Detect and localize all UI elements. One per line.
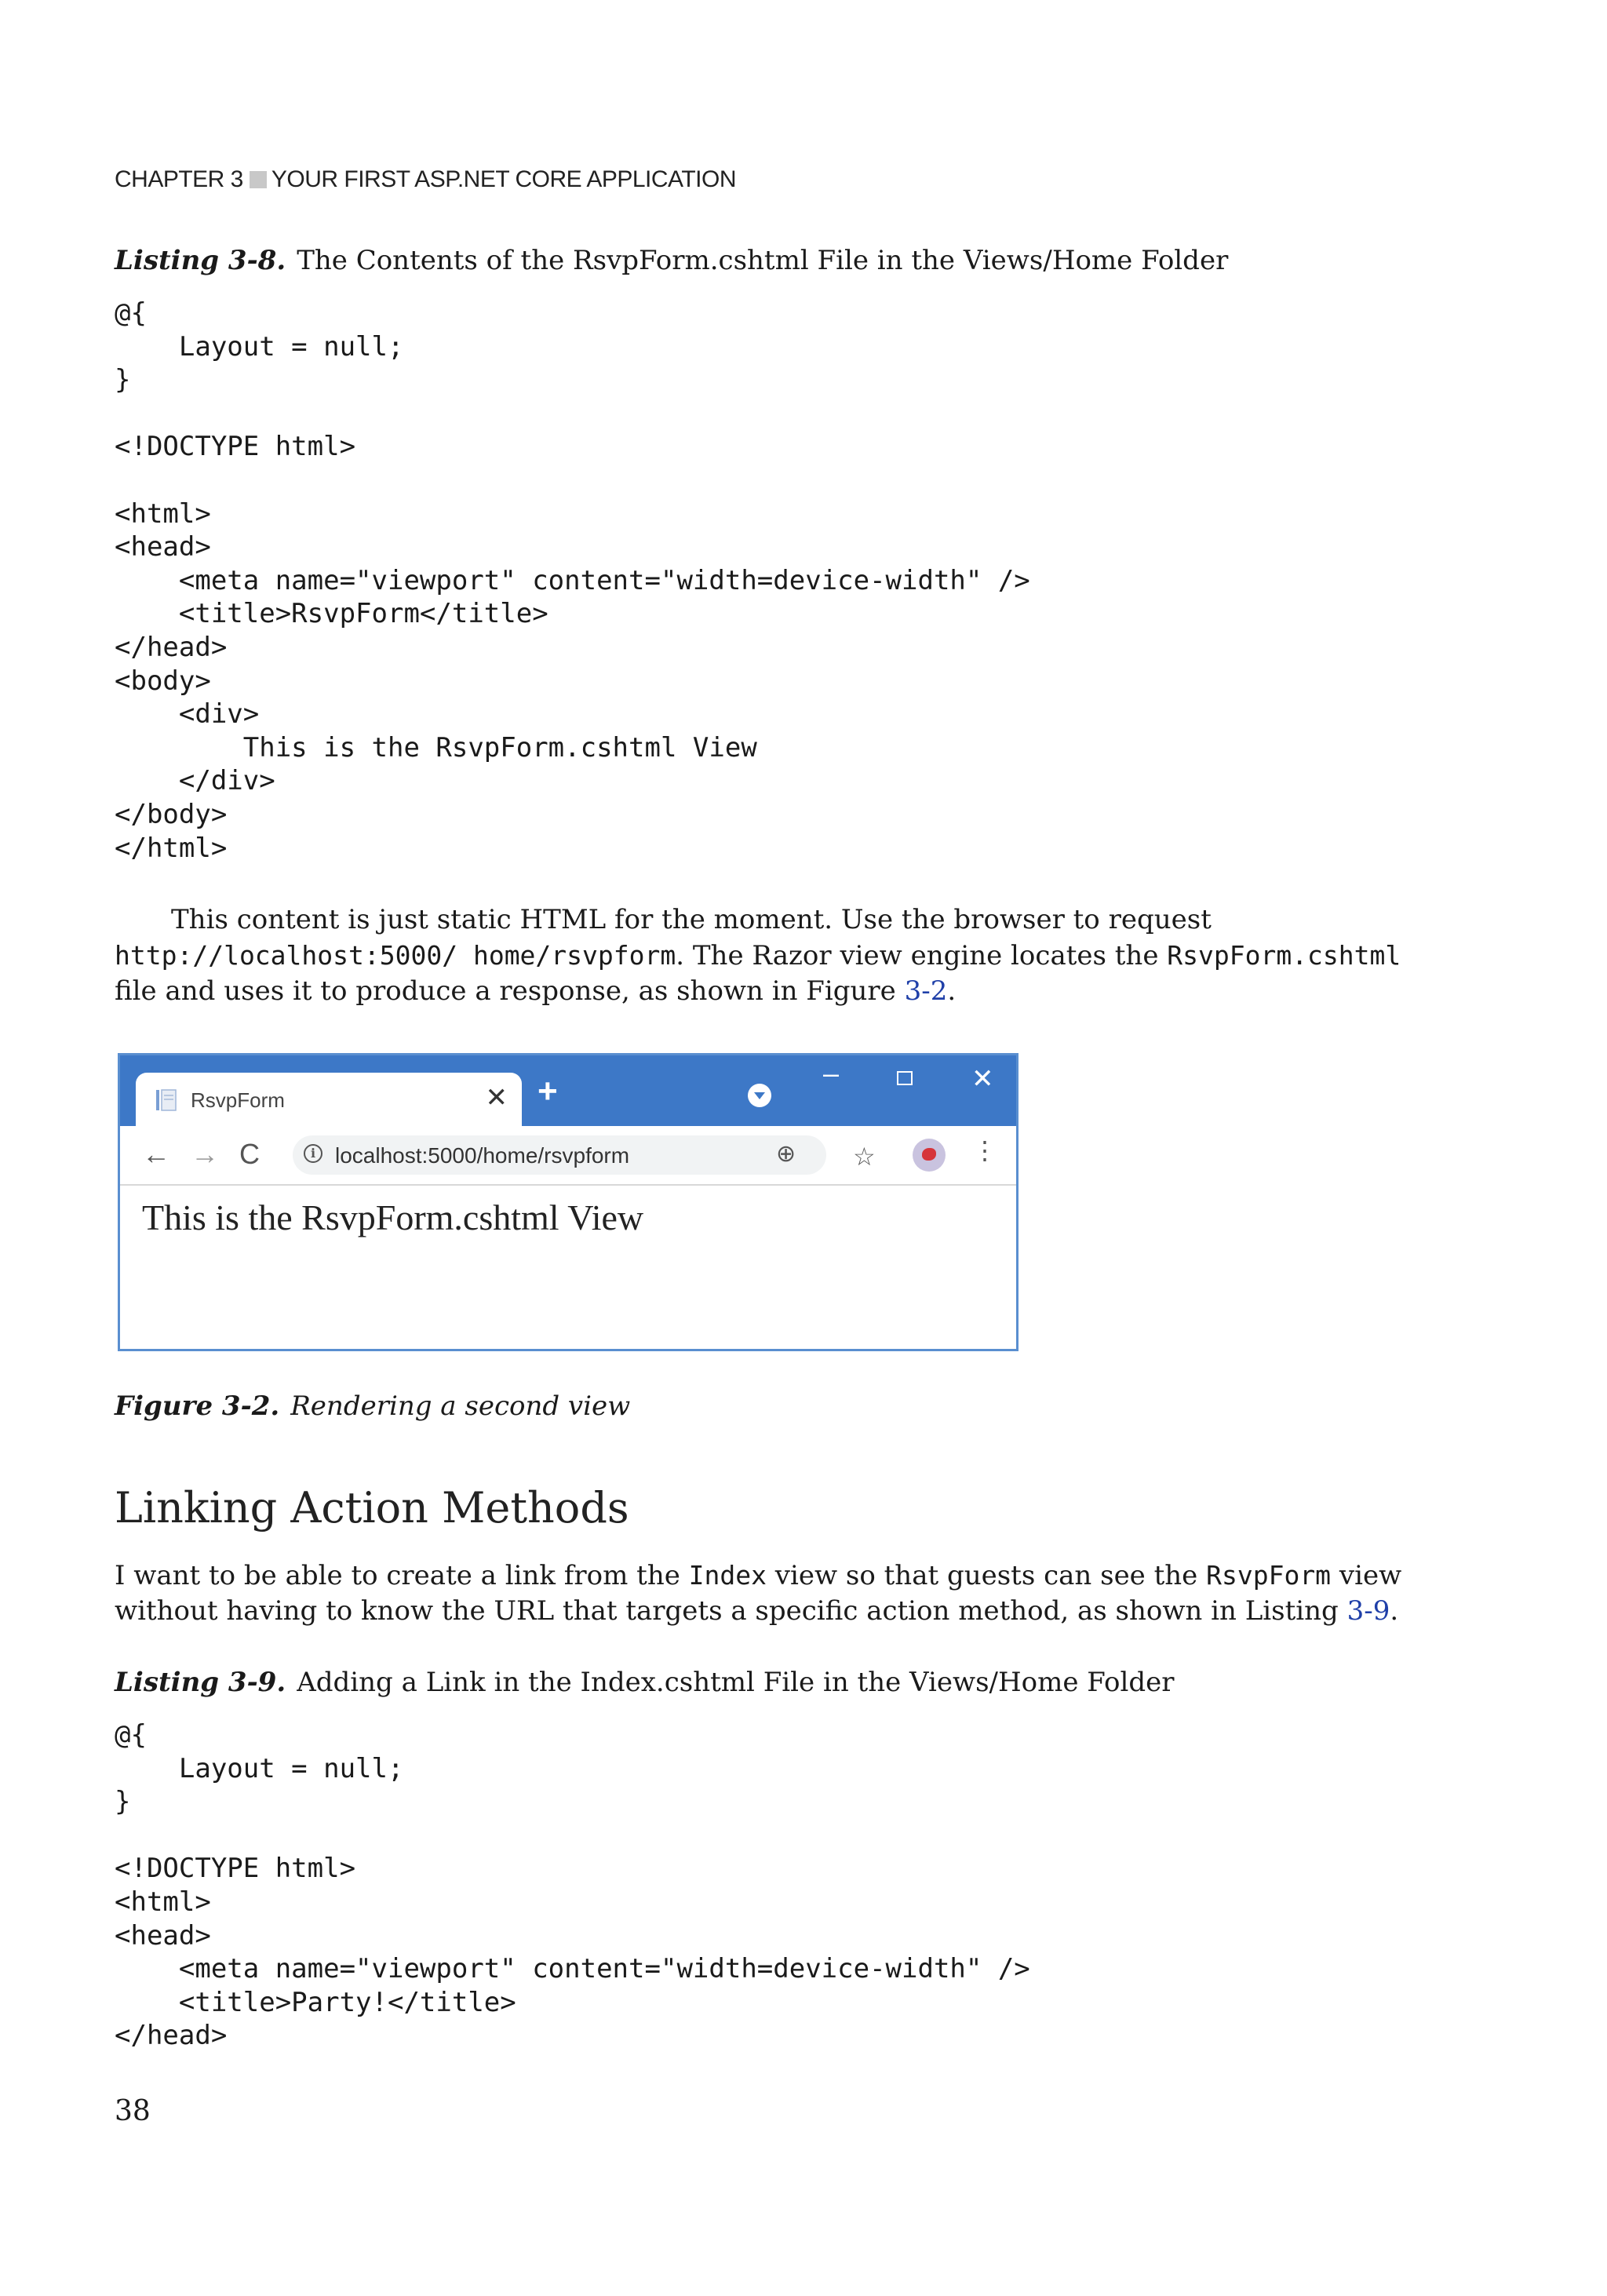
listing-label: Listing 3-8. bbox=[115, 245, 286, 276]
minimize-icon[interactable]: – bbox=[823, 1057, 840, 1089]
figure-3-2-caption bbox=[115, 1390, 630, 1422]
running-header bbox=[115, 166, 736, 193]
listing-3-9-caption bbox=[115, 1667, 1175, 1698]
chapter-label: CHAPTER 3 bbox=[115, 166, 243, 192]
url-text[interactable]: localhost:5000/home/rsvpform bbox=[335, 1143, 630, 1168]
forward-arrow-icon[interactable]: → bbox=[191, 1138, 219, 1170]
browser-tab-bar bbox=[120, 1055, 1016, 1126]
body-paragraph-1 bbox=[115, 902, 1448, 1009]
browser-tab[interactable] bbox=[136, 1073, 522, 1126]
listing-3-8-caption bbox=[115, 245, 1228, 276]
listing-3-8-code: @{ Layout = null; } <!DOCTYPE html> <html> <head> <meta name="viewport" content="width=device-width" /> <title>RsvpForm</title> </head> <body> <div> This is the RsvpForm.cshtml View </div> </body> </html> bbox=[115, 297, 1030, 864]
tab-close-icon[interactable]: ✕ bbox=[485, 1083, 508, 1113]
paragraph-text: view so that guests can see the bbox=[767, 1560, 1207, 1591]
new-tab-icon[interactable]: + bbox=[537, 1072, 558, 1110]
listing-caption-text: Adding a Link in the Index.cshtml File in the Views/Home Folder bbox=[297, 1667, 1175, 1698]
tab-search-dropdown-icon[interactable] bbox=[748, 1084, 771, 1107]
browser-menu-icon[interactable]: ⋮ bbox=[972, 1136, 997, 1164]
reload-icon[interactable]: C bbox=[239, 1138, 260, 1170]
page-number: 38 bbox=[115, 2095, 151, 2127]
rendered-page-content: This is the RsvpForm.cshtml View bbox=[142, 1197, 644, 1237]
paragraph-text: This content is just static HTML for the moment. Use the browser to request bbox=[171, 904, 1212, 935]
address-bar[interactable] bbox=[293, 1135, 876, 1175]
back-arrow-icon[interactable]: ← bbox=[142, 1138, 170, 1170]
figure-label: Figure 3-2. bbox=[115, 1390, 280, 1422]
listing-3-9-code: @{ Layout = null; } <!DOCTYPE html> <html> <head> <meta name="viewport" content="width=device-width" /> <title>Party!</title> </head> bbox=[115, 1719, 1030, 2052]
browser-screenshot-figure bbox=[118, 1053, 1018, 1351]
body-paragraph-2 bbox=[115, 1558, 1448, 1629]
inline-code-filename: RsvpForm.cshtml bbox=[1167, 940, 1401, 971]
zoom-icon[interactable]: ⊕ bbox=[776, 1141, 796, 1167]
listing-reference-link[interactable]: 3-9 bbox=[1346, 1595, 1390, 1627]
site-info-icon[interactable]: i bbox=[304, 1144, 322, 1163]
paragraph-text: view without having to know the URL that targets a specific action method, as shown in Listing bbox=[115, 1560, 1402, 1627]
inline-code-rsvpform: RsvpForm bbox=[1206, 1560, 1332, 1591]
chapter-title: YOUR FIRST ASP.NET CORE APPLICATION bbox=[271, 166, 736, 192]
tab-title: RsvpForm bbox=[191, 1088, 285, 1112]
paragraph-text: file and uses it to produce a response, as shown in Figure bbox=[115, 975, 905, 1007]
inline-code-url: http://localhost:5000/ home/rsvpform bbox=[115, 940, 676, 971]
listing-caption-text: The Contents of the RsvpForm.cshtml File in the Views/Home Folder bbox=[297, 245, 1229, 276]
header-separator-square bbox=[250, 171, 267, 188]
browser-toolbar bbox=[120, 1126, 1016, 1186]
paragraph-text: . The Razor view engine locates the bbox=[676, 940, 1168, 971]
figure-caption-text: Rendering a second view bbox=[290, 1390, 631, 1422]
window-close-icon[interactable]: ✕ bbox=[971, 1064, 994, 1094]
profile-avatar[interactable] bbox=[913, 1139, 946, 1172]
section-heading: Linking Action Methods bbox=[115, 1483, 629, 1532]
page-favicon-icon bbox=[156, 1088, 178, 1112]
bookmark-star-icon[interactable]: ☆ bbox=[853, 1143, 876, 1171]
paragraph-text: . bbox=[947, 975, 957, 1007]
figure-reference-link[interactable]: 3-2 bbox=[904, 975, 948, 1007]
paragraph-text: I want to be able to create a link from the bbox=[115, 1560, 689, 1591]
inline-code-index: Index bbox=[688, 1560, 767, 1591]
paragraph-text: . bbox=[1390, 1595, 1399, 1627]
maximize-icon[interactable] bbox=[897, 1071, 913, 1085]
listing-label: Listing 3-9. bbox=[115, 1667, 286, 1698]
